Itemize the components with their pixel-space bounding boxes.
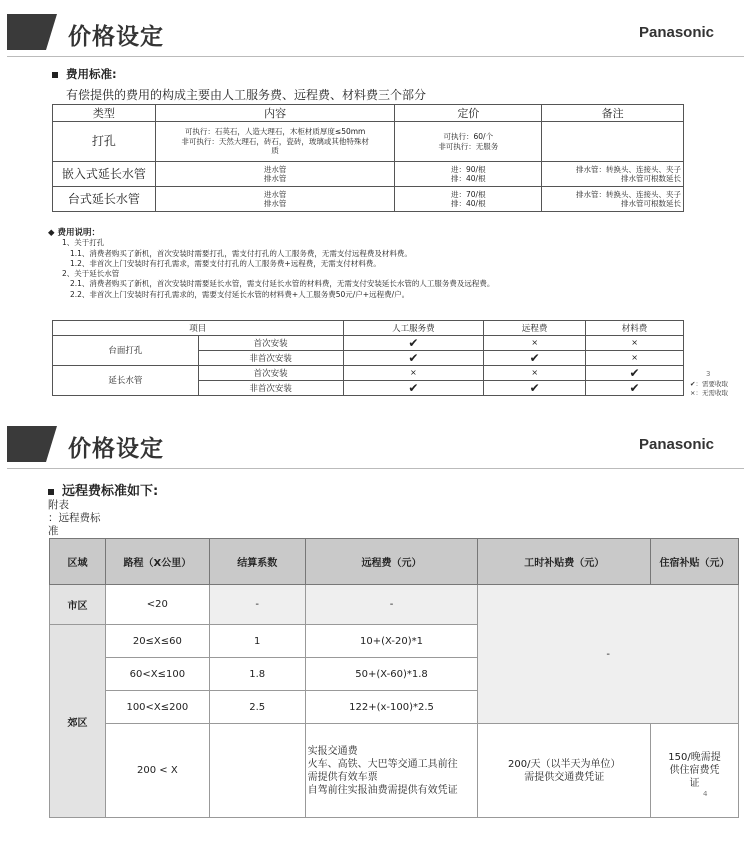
mark-cell: ✔ xyxy=(586,380,684,395)
mark-cell: × xyxy=(484,365,586,380)
note-cell xyxy=(542,122,684,162)
mark-cell: × xyxy=(484,335,586,350)
page2-header xyxy=(0,420,750,468)
header-cell: 工时补贴费（元） xyxy=(478,539,651,585)
table-row xyxy=(50,724,739,818)
notes-line: 1.1、消费者购买了新机，首次安装时需要打孔，需支付打孔的人工服务费，无需支付远程费及材料费。 xyxy=(70,248,412,258)
header-accent-block xyxy=(7,14,57,50)
fee-notes xyxy=(48,228,494,300)
mark-cell: ✔ xyxy=(484,380,586,395)
fee-cell: - xyxy=(305,585,478,625)
install-cell: 非首次安装 xyxy=(198,350,343,365)
note-cell xyxy=(542,187,684,212)
header-cell: 住宿补贴（元） xyxy=(651,539,739,585)
header-divider xyxy=(7,56,744,57)
fee-matrix-table xyxy=(52,320,684,396)
header-cell: 内容 xyxy=(155,105,395,122)
header-cell: 远程费 xyxy=(484,321,586,336)
fee-table xyxy=(52,104,684,212)
price-line: 非可执行：无服务 xyxy=(438,141,499,151)
table-row xyxy=(53,122,684,162)
content-cell xyxy=(155,122,395,162)
header-cell: 类型 xyxy=(53,105,156,122)
install-cell: 非首次安装 xyxy=(198,380,343,395)
distance-cell: 100<X≤200 xyxy=(105,691,209,724)
merged-subsidy-cell: - xyxy=(478,585,739,724)
content-line: 质 xyxy=(271,146,279,156)
distance-cell: 20≤X≤60 xyxy=(105,625,209,658)
fee-line: 需提供有效车票 xyxy=(307,771,378,783)
price-line: 排：40/根 xyxy=(451,174,486,183)
coef-cell: 1.8 xyxy=(209,658,305,691)
price-line: 可执行：60/个 xyxy=(443,132,494,142)
install-cell: 首次安装 xyxy=(198,335,343,350)
notes-line: 2.1、消费者购买了新机，首次安装时需要延长水管，需支付延长水管的材料费，无需支付安装延长水管的人工服务费及远程费。 xyxy=(70,279,495,289)
table-row xyxy=(50,585,739,625)
bullet-square-icon xyxy=(52,72,58,78)
mark-cell: ✔ xyxy=(586,365,684,380)
fee-cell: 10+(X-20)*1 xyxy=(305,625,478,658)
header-divider xyxy=(7,468,744,469)
mark-legend xyxy=(690,380,728,398)
region-cell: 市区 xyxy=(50,585,106,625)
table-header-row xyxy=(50,539,739,585)
content-line: 可执行：石英石，人造大理石，木柜材质厚度≤50mm xyxy=(184,127,366,137)
fee-cell: 122+(x-100)*2.5 xyxy=(305,691,478,724)
caption-line: ：远程费标 xyxy=(48,512,101,524)
table-caption xyxy=(48,499,101,538)
labor-subsidy-cell xyxy=(478,724,651,818)
notes-line: 1.2、非首次上门安装时有打孔需求，需要支付打孔的人工服务费+远程费，无需支付材料费。 xyxy=(70,258,381,268)
mark-cell: ✔ xyxy=(343,350,484,365)
bullet-square-icon xyxy=(48,489,54,495)
header-accent-block xyxy=(7,426,57,462)
mark-cell: × xyxy=(586,350,684,365)
note-cell xyxy=(542,162,684,187)
distance-cell: <20 xyxy=(105,585,209,625)
fee-line: 自驾前往实报油费需提供有效凭证 xyxy=(307,784,458,796)
section-fee-standard xyxy=(52,66,117,82)
lodging-subsidy-cell xyxy=(651,724,739,818)
header-cell: 区域 xyxy=(50,539,106,585)
price-line: 进：70/根 xyxy=(451,189,486,199)
coef-cell: - xyxy=(209,585,305,625)
coef-cell: 1 xyxy=(209,625,305,658)
labor-line: 需提供交通费凭证 xyxy=(524,771,605,783)
header-cell: 定价 xyxy=(395,105,542,122)
page-title: 价格设定 xyxy=(68,436,164,462)
content-line: 排水管 xyxy=(263,199,287,208)
page-number: 3 xyxy=(706,370,711,378)
content-cell xyxy=(155,162,395,187)
header-cell: 人工服务费 xyxy=(343,321,484,336)
header-cell: 项目 xyxy=(53,321,344,336)
notes-line: 2、关于延长水管 xyxy=(62,269,120,279)
mark-cell: ✔ xyxy=(484,350,586,365)
coef-cell xyxy=(209,724,305,818)
group-cell: 台面打孔 xyxy=(53,335,199,365)
price-line: 排：40/根 xyxy=(451,199,486,208)
section-label: 费用标准: xyxy=(66,67,117,81)
mark-cell: × xyxy=(586,335,684,350)
intro-text: 有偿提供的费用的构成主要由人工服务费、远程费、材料费三个部分 xyxy=(66,88,427,102)
note-line: 排水管可根数延长 xyxy=(621,199,681,208)
table-row xyxy=(53,187,684,212)
note-line: 排水管：转换头、连接头、夹子 xyxy=(576,164,681,174)
notes-line: 2.2、非首次上门安装时有打孔需求的，需要支付延长水管的材料费+人工服务费50元/户+远程费/户。 xyxy=(70,289,410,299)
type-cell: 台式延长水管 xyxy=(53,187,156,212)
page-title: 价格设定 xyxy=(68,24,164,50)
legend-cross: ×：无需收取 xyxy=(690,389,728,397)
region-cell: 郊区 xyxy=(50,625,106,818)
mark-cell: × xyxy=(343,365,484,380)
brand-logo: Panasonic xyxy=(638,24,714,41)
install-cell: 首次安装 xyxy=(198,365,343,380)
note-line: 排水管：转换头、连接头、夹子 xyxy=(576,189,681,199)
distance-cell: 200 < X xyxy=(105,724,209,818)
content-cell xyxy=(155,187,395,212)
legend-check: ✔：需要收取 xyxy=(690,380,728,388)
page-number: 4 xyxy=(703,790,708,798)
header-cell: 备注 xyxy=(542,105,684,122)
price-cell xyxy=(395,187,542,212)
table-header-row xyxy=(53,321,684,336)
table-row xyxy=(53,365,684,380)
note-line: 排水管可根数延长 xyxy=(621,174,681,183)
lodging-line: 150/晚需提 xyxy=(668,752,721,763)
notes-heading: ◆ 费用说明： xyxy=(48,228,100,238)
content-line: 进水管 xyxy=(263,189,287,199)
table-row xyxy=(53,335,684,350)
table-header-row xyxy=(53,105,684,122)
price-cell xyxy=(395,162,542,187)
content-line: 进水管 xyxy=(263,164,287,174)
fee-line: 实报交通费 xyxy=(307,745,358,757)
content-line: 排水管 xyxy=(263,174,287,183)
coef-cell: 2.5 xyxy=(209,691,305,724)
header-cell: 路程（X公里） xyxy=(105,539,209,585)
type-cell: 打孔 xyxy=(53,122,156,162)
fee-cell xyxy=(305,724,478,818)
type-cell: 嵌入式延长水管 xyxy=(53,162,156,187)
brand-logo: Panasonic xyxy=(638,436,714,453)
lodging-line: 供住宿费凭 xyxy=(669,765,720,776)
caption-line: 附表 xyxy=(48,499,69,511)
notes-line: 1、关于打孔 xyxy=(62,238,105,248)
header-cell: 材料费 xyxy=(586,321,684,336)
mark-cell: ✔ xyxy=(343,335,484,350)
group-cell: 延长水管 xyxy=(53,365,199,395)
labor-line: 200/天（以半天为单位） xyxy=(507,758,621,770)
header-cell: 结算系数 xyxy=(209,539,305,585)
table-row xyxy=(53,162,684,187)
page1-header xyxy=(0,8,750,56)
header-cell: 远程费（元） xyxy=(305,539,478,585)
distance-cell: 60<X≤100 xyxy=(105,658,209,691)
section-remote-fee xyxy=(48,480,158,499)
mark-cell: ✔ xyxy=(343,380,484,395)
price-cell xyxy=(395,122,542,162)
remote-fee-table xyxy=(49,538,739,818)
caption-line: 准 xyxy=(48,525,59,537)
price-line: 进：90/根 xyxy=(451,164,486,174)
fee-cell: 50+(X-60)*1.8 xyxy=(305,658,478,691)
section-label: 远程费标准如下: xyxy=(62,484,159,499)
lodging-line: 证 xyxy=(689,778,700,789)
fee-line: 火车、高铁、大巴等交通工具前往 xyxy=(307,758,458,770)
content-line: 非可执行：天然大理石，砖石，瓷砖，玻璃或其他特殊材 xyxy=(181,136,369,146)
